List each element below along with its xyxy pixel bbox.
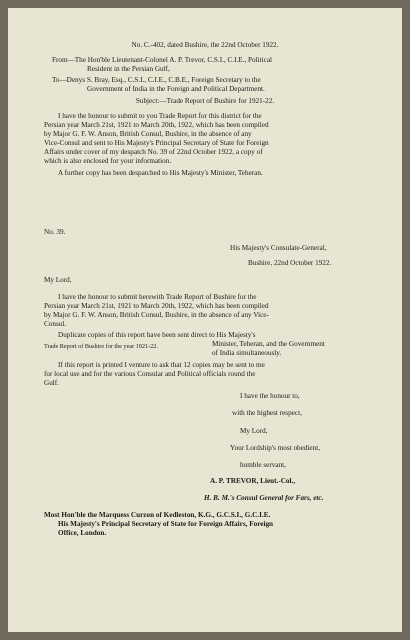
cover-paragraph-line: by Major G. F. W. Anson, British Consul, Bushire, in the absence of any — [44, 130, 252, 138]
despatch-number: No. 39. — [44, 228, 66, 236]
consulate-name: His Majesty's Consulate-General, — [230, 244, 327, 252]
addressee-line: Most Hon'ble the Marquess Curzon of Kedleston, K.G., G.C.S.I., G.C.I.E. — [44, 511, 271, 519]
addressee-line: His Majesty's Principal Secretary of State for Foreign Affairs, Foreign — [58, 520, 274, 528]
despatch-paragraph-line: by Major G. F. W. Anson, British Consul, Bushire, in the absence of any Vice- — [44, 311, 269, 319]
closing-line: I have the honour to, — [240, 392, 300, 400]
despatch-paragraph-line: Duplicate copies of this report have been sent direct to His Majesty's — [58, 331, 256, 339]
despatch-paragraph-line: Persian year March 21st, 1921 to March 20th, 1922, which has been compiled — [44, 302, 269, 310]
cover-paragraph-line: I have the honour to submit to you Trade Report for this district for the — [58, 112, 262, 120]
closing-line: My Lord, — [240, 427, 268, 435]
addressee-line: Office, London. — [58, 529, 107, 537]
closing-line: with the highest respect, — [232, 409, 302, 417]
despatch-paragraph-line: I have the honour to submit herewith Trade Report of Bushire for the — [58, 293, 257, 301]
cover-paragraph-line: Affairs under cover of my despatch No. 39 of 22nd October 1922, a copy of — [44, 148, 263, 156]
despatch-paragraph-line: Gulf. — [44, 379, 59, 387]
signature-title: H. B. M.'s Consul General for Fars, etc. — [204, 494, 324, 502]
closing-line: humble servant, — [240, 461, 286, 469]
cover-paragraph-line: Persian year March 21st, 1921 to March 20th, 1922, which has been compiled — [44, 121, 269, 129]
despatch-paragraph-line: Minister, Teheran, and the Government — [212, 340, 325, 348]
closing-line: Your Lordship's most obedient, — [230, 444, 321, 452]
from-line: From—The Hon'ble Lieutenant-Colonel A. P. Trevor, C.S.I., C.I.E., Political — [52, 56, 273, 64]
subject-line: Subject:—Trade Report of Bushire for 1921-22. — [135, 97, 275, 105]
to-line-continued: Government of India in the Foreign and Political Department. — [87, 85, 265, 93]
salutation: My Lord, — [44, 276, 72, 284]
despatch-paragraph-line: of India simultaneously. — [212, 349, 282, 357]
document-page — [8, 8, 402, 632]
to-line: To—Denys S. Bray, Esq., C.S.I., C.I.E., C.B.E., Foreign Secretary to the — [52, 76, 261, 84]
cover-paragraph-line: which is also enclosed for your information. — [44, 157, 172, 165]
despatch-paragraph-line: for local use and for the various Consular and Political officials round the — [44, 370, 256, 378]
cover-paragraph-line: A further copy has been despatched to His Majesty's Minister, Teheran. — [58, 169, 263, 177]
despatch-paragraph-line: Consul. — [44, 320, 67, 328]
margin-note: Trade Report of Bushire for the year 1921-22. — [44, 343, 158, 350]
signature: A. P. TREVOR, Lieut.-Col., — [210, 477, 296, 485]
reference-line: No. C.-402, dated Bushire, the 22nd October 1922. — [131, 41, 279, 49]
place-date: Bushire, 22nd October 1922. — [248, 259, 332, 267]
cover-paragraph-line: Vice-Consul and sent to His Majesty's Principal Secretary of State for Foreign — [44, 139, 269, 147]
from-line-continued: Resident in the Persian Gulf, — [87, 65, 170, 73]
despatch-paragraph-line: If this report is printed I venture to ask that 12 copies may be sent to me — [58, 361, 265, 369]
